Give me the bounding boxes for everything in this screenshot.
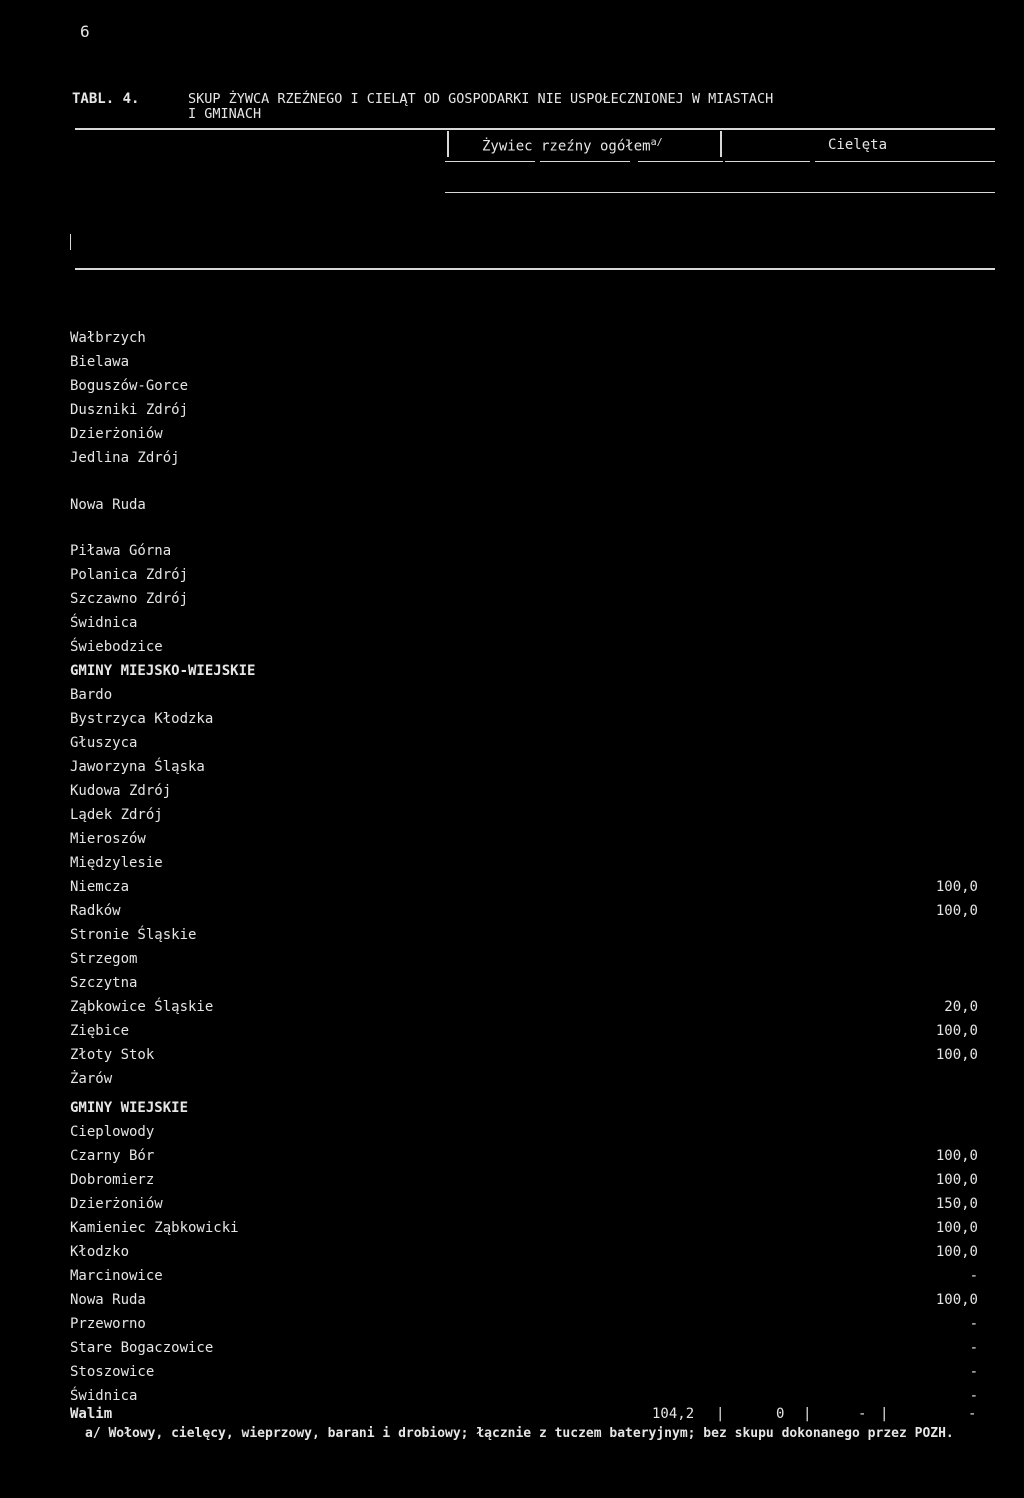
- header-divider-left: [447, 131, 449, 157]
- table-row: [70, 855, 990, 875]
- walim-sep-1: |: [716, 1406, 725, 1422]
- table-row: [70, 735, 990, 755]
- row-name: Marcinowice: [70, 1268, 163, 1284]
- row-name: Ząbkowice Śląskie: [70, 999, 214, 1015]
- table-row: [70, 1316, 990, 1336]
- table-row: [70, 402, 990, 422]
- table-row: [70, 1268, 990, 1288]
- walim-value-3: -: [858, 1406, 867, 1422]
- table-row: [70, 759, 990, 779]
- header-col-zywiec-text: Żywiec rzeźny ogółem: [482, 138, 651, 155]
- table-row: [70, 639, 990, 659]
- row-name: Wałbrzych: [70, 330, 146, 346]
- row-name: Głuszyca: [70, 735, 138, 751]
- row-name: Bielawa: [70, 354, 130, 370]
- row-name: Czarny Bór: [70, 1148, 155, 1164]
- table-row: [70, 1364, 990, 1384]
- walim-value-1: 104,2: [652, 1406, 695, 1422]
- table-row: [70, 378, 990, 398]
- row-value: 100,0: [935, 903, 978, 919]
- row-name: Bystrzyca Kłodzka: [70, 711, 214, 727]
- header-sub-rule-4: [725, 161, 810, 162]
- header-sub-rule-5: [815, 161, 995, 162]
- walim-sep-2: |: [803, 1406, 812, 1422]
- row-name: Dobromierz: [70, 1172, 155, 1188]
- header-bottom-rule: [75, 268, 995, 270]
- row-name: Strzegom: [70, 951, 138, 967]
- row-name: Bardo: [70, 687, 113, 703]
- row-value: -: [969, 1340, 978, 1356]
- table-row: [70, 354, 990, 374]
- row-name: GMINY MIEJSKO-WIEJSKIE: [70, 663, 256, 679]
- row-name: Przeworno: [70, 1316, 146, 1332]
- row-name: Szczytna: [70, 975, 138, 991]
- row-name: Złoty Stok: [70, 1047, 155, 1063]
- row-name: Nowa Ruda: [70, 1292, 146, 1308]
- row-name: Kamieniec Ząbkowicki: [70, 1220, 239, 1236]
- footnote: a/ Wołowy, cielęcy, wieprzowy, barani i drobiowy; łącznie z tuczem bateryjnym; bez skupu dokonanego przez POZH.: [85, 1426, 954, 1441]
- row-name: Stronie Śląskie: [70, 927, 197, 943]
- table-title-line2: I GMINACH: [188, 106, 262, 122]
- row-name: Duszniki Zdrój: [70, 402, 189, 418]
- table-row: [70, 1148, 990, 1168]
- row-value: 20,0: [944, 999, 978, 1015]
- row-value: 150,0: [935, 1196, 978, 1212]
- table-row: [70, 330, 990, 350]
- table-label: TABL. 4.: [72, 91, 140, 107]
- header-col-cieleta: Cielęta: [828, 137, 888, 153]
- row-value: -: [969, 1268, 978, 1284]
- row-name: Świebodzice: [70, 639, 163, 655]
- table-row: [70, 807, 990, 827]
- row-value: -: [969, 1388, 978, 1404]
- table-row: [70, 1388, 990, 1408]
- row-name: Żarów: [70, 1071, 113, 1087]
- row-name: Kłodzko: [70, 1244, 130, 1260]
- header-divider-mid: [720, 131, 722, 157]
- row-name: Jedlina Zdrój: [70, 450, 180, 466]
- table-row: [70, 1292, 990, 1312]
- table-row: [70, 615, 990, 635]
- table-row: [70, 450, 990, 470]
- stub-tick-mark: [70, 234, 71, 250]
- table-title-line1: SKUP ŻYWCA RZEŹNEGO I CIELĄT OD GOSPODARKI NIE USPOŁECZNIONEJ W MIASTACH: [188, 91, 774, 107]
- walim-value-4: -: [968, 1406, 977, 1422]
- table-row: [70, 687, 990, 707]
- table-row: [70, 567, 990, 587]
- table-row: [70, 1172, 990, 1192]
- table-row: [70, 497, 990, 517]
- row-name: Stare Bogaczowice: [70, 1340, 214, 1356]
- table-row: [70, 1047, 990, 1067]
- row-value: 100,0: [935, 1172, 978, 1188]
- header-col-zywiec-sup: a/: [650, 137, 663, 148]
- header-top-rule: [75, 128, 995, 130]
- row-value: -: [969, 1316, 978, 1332]
- page-number: 6: [80, 22, 90, 41]
- row-name: Piława Górna: [70, 543, 172, 559]
- header-col-zywiec: [482, 137, 663, 155]
- row-name: Świdnica: [70, 1388, 138, 1404]
- row-value: -: [969, 1364, 978, 1380]
- row-name: Radków: [70, 903, 121, 919]
- table-row: [70, 999, 990, 1019]
- row-value: 100,0: [935, 1148, 978, 1164]
- row-value: 100,0: [935, 1023, 978, 1039]
- row-name: Lądek Zdrój: [70, 807, 163, 823]
- row-name: Kudowa Zdrój: [70, 783, 172, 799]
- table-row: [70, 1244, 990, 1264]
- table-row: [70, 1023, 990, 1043]
- header-sub-rule-1: [445, 161, 535, 162]
- table-row: [70, 1340, 990, 1360]
- row-name: Polanica Zdrój: [70, 567, 189, 583]
- row-value: 100,0: [935, 1292, 978, 1308]
- walim-name: Walim: [70, 1406, 113, 1422]
- table-row: [70, 1220, 990, 1240]
- row-name: Międzylesie: [70, 855, 163, 871]
- table-row: [70, 1124, 990, 1144]
- header-sub-rule-2: [540, 161, 630, 162]
- walim-sep-3: |: [880, 1406, 889, 1422]
- table-row: [70, 903, 990, 923]
- table-row: [70, 1100, 990, 1120]
- row-name: Świdnica: [70, 615, 138, 631]
- row-value: 100,0: [935, 1244, 978, 1260]
- header-sub-rule-6: [445, 192, 995, 193]
- table-row: [70, 951, 990, 971]
- row-name: GMINY WIEJSKIE: [70, 1100, 189, 1116]
- header-sub-rule-3: [638, 161, 723, 162]
- walim-value-2: 0: [776, 1406, 785, 1422]
- row-name: Cieplowody: [70, 1124, 155, 1140]
- table-row: [70, 783, 990, 803]
- row-name: Niemcza: [70, 879, 130, 895]
- row-name: Ziębice: [70, 1023, 130, 1039]
- table-row: [70, 927, 990, 947]
- row-value: 100,0: [935, 879, 978, 895]
- table-row: [70, 711, 990, 731]
- row-name: Stoszowice: [70, 1364, 155, 1380]
- row-value: 100,0: [935, 1047, 978, 1063]
- row-name: Mieroszów: [70, 831, 146, 847]
- table-row: [70, 831, 990, 851]
- table-row: [70, 1071, 990, 1091]
- table-row: [70, 543, 990, 563]
- row-name: Dzierżoniów: [70, 426, 163, 442]
- row-value: 100,0: [935, 1220, 978, 1236]
- table-row: [70, 879, 990, 899]
- row-name: Nowa Ruda: [70, 497, 146, 513]
- row-name: Jaworzyna Śląska: [70, 759, 205, 775]
- row-name: Szczawno Zdrój: [70, 591, 189, 607]
- table-row: [70, 591, 990, 611]
- table-row: [70, 663, 990, 683]
- table-row: [70, 1196, 990, 1216]
- row-name: Dzierżoniów: [70, 1196, 163, 1212]
- row-name: Boguszów-Gorce: [70, 378, 189, 394]
- table-row: [70, 975, 990, 995]
- table-row: [70, 426, 990, 446]
